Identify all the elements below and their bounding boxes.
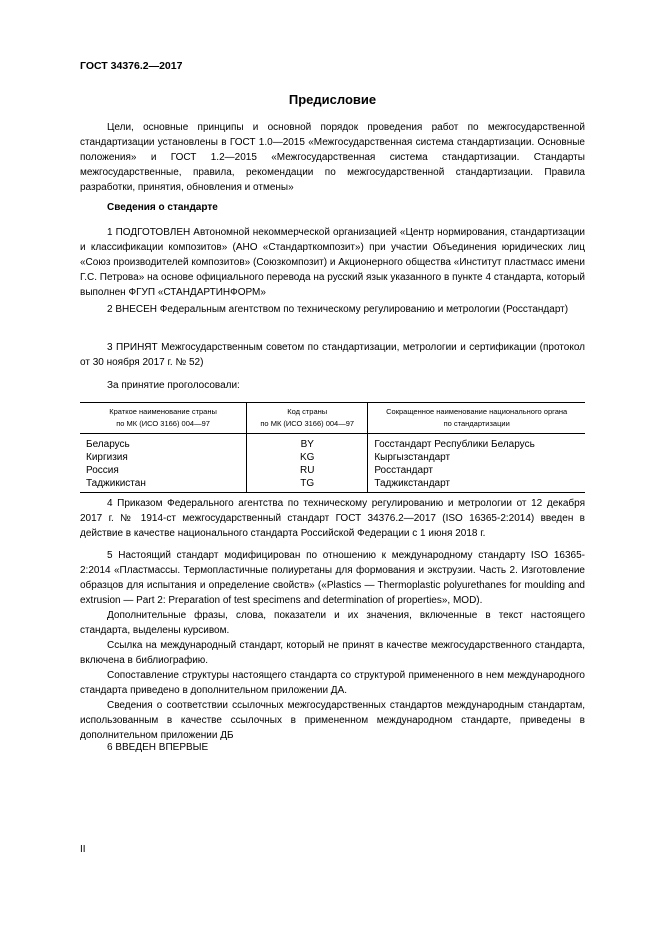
country-cell: Беларусь (86, 439, 130, 450)
item-4-paragraph: 4 Приказом Федерального агентства по техническому регулированию и метрологии от 12 декабря 2017 г. № 1914-ст межгосударственный стандарт ГОСТ 34376.2—2017 (ISO 16365-2:2014) введен в действие в качестве национального стандарта Российской Федерации с 1 июня 2018 г. (80, 498, 585, 539)
section-heading: Сведения о стандарте (107, 202, 218, 213)
item-2-paragraph: 2 ВНЕСЕН Федеральным агентством по техническому регулированию и метрологии (Росстандарт) (107, 304, 569, 315)
page-title: Предисловие (288, 92, 377, 107)
code-cell: RU (247, 464, 368, 477)
body-cell: Госстандарт Республики Беларусь (368, 434, 585, 452)
column-header-country: Краткое наименование страны по МК (ИСО 3166) 004—97 (80, 403, 247, 434)
body-cell: Таджикстандарт (368, 477, 585, 493)
document-code: ГОСТ 34376.2—2017 (80, 60, 183, 72)
country-cell: Таджикистан (80, 477, 247, 493)
table-row (80, 477, 585, 493)
item-5-paragraph: 5 Настоящий стандарт модифицирован по отношению к международному стандарту ISO 16365-2:2014 «Пластмассы. Термопластичные полиуретаны для формования и экструзии. Часть 2. Изготовление образцов для испытания и определение свойств» («Plastics — Thermoplastic polyurethanes for moulding and extrusion — Part 2: Preparation of test specimens and determination of properties», MOD). (80, 550, 585, 606)
item-1-paragraph: 1 ПОДГОТОВЛЕН Автономной некоммерческой организацией «Центр нормирования, стандартизации и классификации композитов» (АНО «Стандарткомпозит») при участии Объединения юридических лиц «Союз производителей композитов» (Союзкомпозит) и Акционерного общества «Институт пластмасс имени Г.С. Петрова» на основе официального перевода на русский язык указанного в пункте 4 стандарта, который выполнен ФГУП «СТАНДАРТИНФОРМ» (80, 227, 585, 298)
table-header-row (80, 403, 585, 434)
code-cell: BY (247, 434, 368, 452)
code-cell: TG (247, 477, 368, 493)
voting-table (80, 402, 585, 493)
item-5-additions: Дополнительные фразы, слова, показатели и их значения, включенные в текст настоящего стандарта, выделены курсивом. (80, 610, 585, 636)
code-cell: KG (247, 451, 368, 464)
table-row (80, 451, 585, 464)
item-5-structure: Сопоставление структуры настоящего стандарта со структурой примененного в нем международного стандарта приведено в дополнительном приложении ДА. (80, 670, 585, 696)
country-cell: Россия (86, 465, 119, 476)
page-number: II (80, 844, 86, 855)
column-header-code: Код страны по МК (ИСО 3166) 004—97 (247, 403, 368, 434)
country-cell: Киргизия (86, 452, 128, 463)
voted-label: За принятие проголосовали: (107, 380, 240, 391)
body-cell: Росстандарт (368, 464, 585, 477)
item-6-paragraph: 6 ВВЕДЕН ВПЕРВЫЕ (107, 742, 209, 753)
item-5-reference: Ссылка на международный стандарт, который не принят в качестве межгосударственного стандарта, включена в библиографию. (80, 640, 585, 666)
table-row (80, 464, 585, 477)
body-cell: Кыргызстандарт (368, 451, 585, 464)
column-header-body: Сокращенное наименование национального органа по стандартизации (368, 403, 585, 434)
item-5-correspondence: Сведения о соответствии ссылочных межгосударственных стандартов международным стандартам, использованным в качестве ссылочных в примененном международном стандарте, приведены в дополнительном приложении ДБ (80, 700, 585, 741)
item-3-paragraph: 3 ПРИНЯТ Межгосударственным советом по стандартизации, метрологии и сертификации (протокол от 30 ноября 2017 г. № 52) (80, 342, 585, 368)
table-row (80, 434, 585, 452)
intro-paragraph: Цели, основные принципы и основной порядок проведения работ по межгосударственной стандартизации установлены в ГОСТ 1.0—2015 «Межгосударственная система стандартизации. Основные положения» и ГОСТ 1.2—2015 «Межгосударственная система стандартизации. Стандарты межгосударственные, правила, рекомендации по межгосударственной стандартизации. Правила разработки, принятия, обновления и отмены» (80, 122, 585, 193)
